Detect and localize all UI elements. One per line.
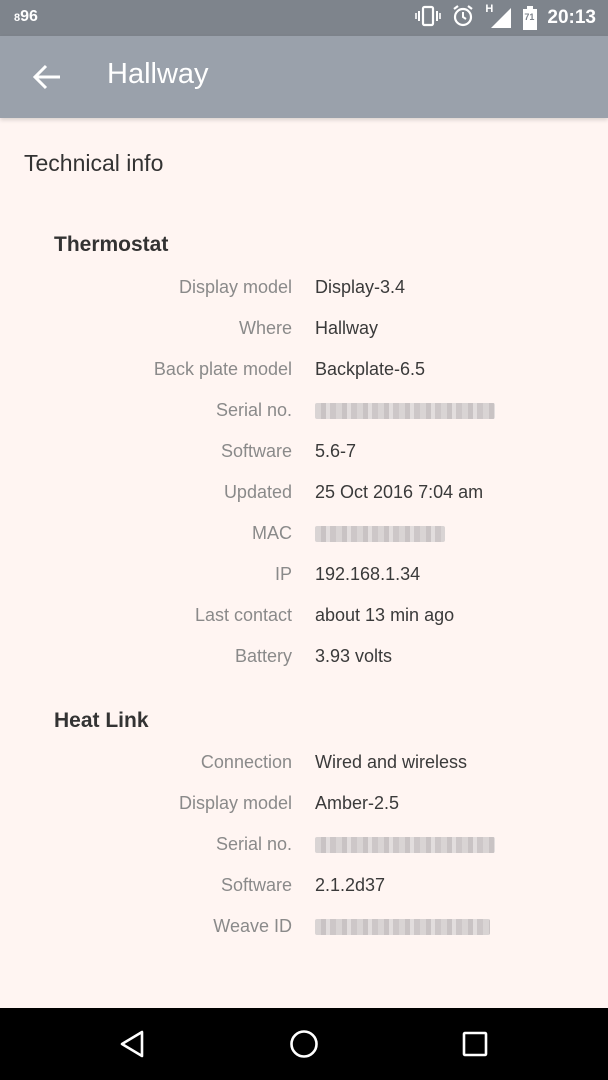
info-label: Updated (223, 482, 292, 502)
info-label: Weave ID (213, 916, 292, 936)
info-label: Back plate model (153, 359, 292, 379)
arrow-back-icon (32, 64, 62, 90)
info-row (0, 605, 608, 633)
vibrate-icon (415, 5, 441, 32)
circle-home-icon (289, 1029, 319, 1059)
redacted-serial-value (315, 837, 495, 853)
info-row (0, 400, 608, 428)
info-value: Hallway (315, 318, 379, 338)
navigation-bar (0, 1008, 608, 1080)
info-label: Serial no. (215, 834, 292, 854)
signal-icon (485, 3, 513, 30)
info-row (0, 646, 608, 674)
square-recents-icon (462, 1031, 488, 1057)
info-label: Software (220, 441, 292, 461)
info-row (0, 277, 608, 305)
info-row (0, 752, 608, 780)
section-title-heat-link: Heat Link (54, 709, 149, 732)
info-label: Display model (178, 793, 292, 813)
info-value: Amber-2.5 (315, 793, 400, 813)
info-label: Connection (200, 752, 292, 772)
section-title-thermostat: Thermostat (54, 233, 169, 256)
info-row (0, 359, 608, 387)
technical-info-content[interactable] (0, 118, 608, 1008)
clock: 20:13 (547, 7, 596, 28)
info-value: 25 Oct 2016 7:04 am (315, 482, 484, 502)
info-value: 5.6-7 (315, 441, 357, 461)
info-row (0, 875, 608, 903)
info-label: Software (220, 875, 292, 895)
info-value: Display-3.4 (315, 277, 406, 297)
alarm-icon (451, 4, 475, 33)
app-bar-title: Hallway (107, 58, 209, 90)
info-label: Last contact (194, 605, 292, 625)
info-row (0, 564, 608, 592)
triangle-back-icon (118, 1029, 146, 1059)
network-type-label: H (485, 3, 494, 15)
notification-indicator (14, 8, 38, 26)
info-label: Serial no. (215, 400, 292, 420)
info-label: MAC (252, 523, 292, 543)
info-label: IP (274, 564, 292, 584)
info-row (0, 793, 608, 821)
info-row (0, 318, 608, 346)
info-value: about 13 min ago (315, 605, 455, 625)
page-title: Technical info (24, 150, 164, 176)
notification-small-text: 8 (14, 12, 21, 24)
info-label: Display model (178, 277, 292, 297)
info-value: Wired and wireless (315, 752, 468, 772)
info-row (0, 834, 608, 862)
nav-back-button[interactable] (102, 1022, 162, 1066)
status-bar (0, 0, 608, 36)
redacted-weave-id-value (315, 919, 490, 935)
app-bar (0, 36, 608, 118)
nav-home-button[interactable] (274, 1022, 334, 1066)
battery-icon (523, 6, 537, 30)
info-row (0, 441, 608, 469)
status-icons (415, 5, 596, 31)
info-label: Battery (234, 646, 292, 666)
back-button[interactable] (22, 56, 72, 98)
battery-level: 71 (524, 12, 535, 22)
redacted-serial-value (315, 403, 495, 419)
notification-count: 96 (20, 8, 38, 25)
info-row (0, 916, 608, 944)
info-value: 3.93 volts (315, 646, 393, 666)
info-value: 2.1.2d37 (315, 875, 386, 895)
info-value: Backplate-6.5 (315, 359, 426, 379)
redacted-mac-value (315, 526, 445, 542)
info-value: 192.168.1.34 (315, 564, 421, 584)
info-row (0, 482, 608, 510)
info-label: Where (238, 318, 292, 338)
info-row (0, 523, 608, 551)
nav-recents-button[interactable] (445, 1022, 505, 1066)
